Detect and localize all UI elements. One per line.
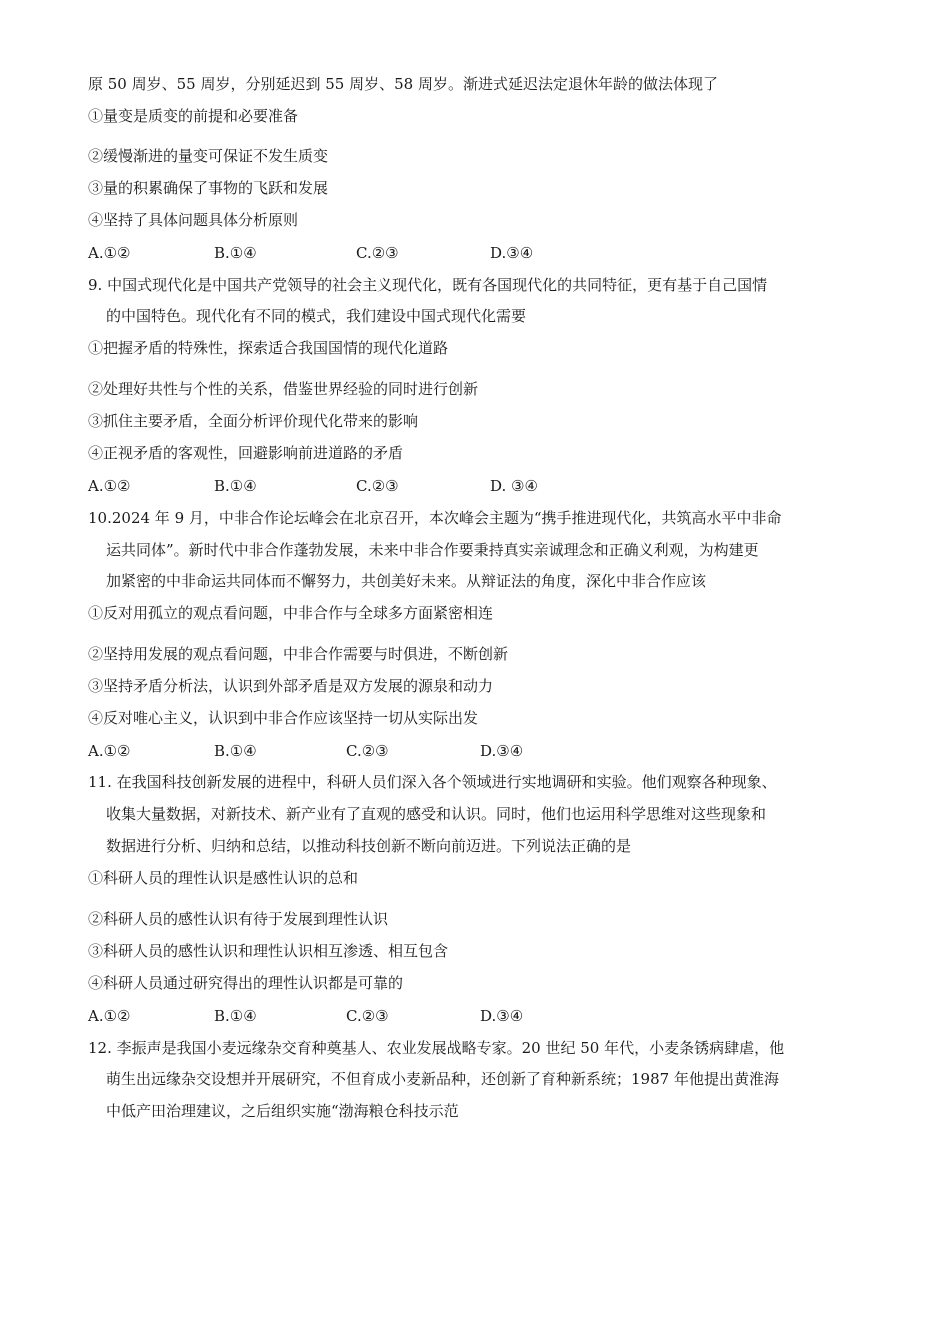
q8-item-3: ③量的积累确保了事物的飞跃和发展 bbox=[88, 179, 329, 197]
q10-choice-a: A.①② bbox=[88, 742, 131, 760]
q9-item-1: ①把握矛盾的特殊性，探索适合我国国情的现代化道路 bbox=[88, 339, 449, 357]
q10-choice-b: B.①④ bbox=[214, 742, 257, 760]
q9-item-4: ④正视矛盾的客观性，回避影响前进道路的矛盾 bbox=[88, 444, 404, 462]
q10-stem-line-3: 加紧密的中非命运共同体而不懈努力，共创美好未来。从辩证法的角度，深化中非合作应该 bbox=[106, 572, 707, 590]
q11-item-3: ③科研人员的感性认识和理性认识相互渗透、相互包含 bbox=[88, 942, 449, 960]
q10-stem-line-1: 10.2024 年 9 月，中非合作论坛峰会在北京召开，本次峰会主题为“携手推进现代化，共筑高水平中非命 bbox=[88, 509, 782, 527]
q11-choice-b: B.①④ bbox=[214, 1007, 257, 1025]
q9-choice-b: B.①④ bbox=[214, 477, 257, 495]
q9-item-2: ②处理好共性与个性的关系，借鉴世界经验的同时进行创新 bbox=[88, 380, 479, 398]
q10-choice-d: D.③④ bbox=[480, 742, 524, 760]
q10-item-3: ③坚持矛盾分析法，认识到外部矛盾是双方发展的源泉和动力 bbox=[88, 677, 494, 695]
q11-item-2: ②科研人员的感性认识有待于发展到理性认识 bbox=[88, 910, 389, 928]
q9-choice-d: D. ③④ bbox=[490, 477, 538, 495]
q11-stem-line-2: 收集大量数据，对新技术、新产业有了直观的感受和认识。同时，他们也运用科学思维对这些现象和 bbox=[106, 805, 767, 823]
q11-stem-line-1: 11. 在我国科技创新发展的进程中，科研人员们深入各个领域进行实地调研和实验。他们观察各种现象、 bbox=[88, 773, 777, 791]
q8-choice-a: A.①② bbox=[88, 244, 131, 262]
q12-stem-line-3: 中低产田治理建议，之后组织实施“渤海粮仓科技示范 bbox=[106, 1102, 459, 1120]
q8-item-4: ④坚持了具体问题具体分析原则 bbox=[88, 211, 299, 229]
q10-item-2: ②坚持用发展的观点看问题，中非合作需要与时俱进，不断创新 bbox=[88, 645, 509, 663]
q10-choice-c: C.②③ bbox=[346, 742, 389, 760]
q8-item-2: ②缓慢渐进的量变可保证不发生质变 bbox=[88, 147, 329, 165]
q11-stem-line-3: 数据进行分析、归纳和总结，以推动科技创新不断向前迈进。下列说法正确的是 bbox=[106, 837, 632, 855]
q12-stem-line-2: 萌生出远缘杂交设想并开展研究，不但育成小麦新品种，还创新了育种新系统；1987 年他提出黄淮海 bbox=[106, 1070, 779, 1088]
q9-stem-line-2: 的中国特色。现代化有不同的模式，我们建设中国式现代化需要 bbox=[106, 307, 527, 325]
q8-stem: 原 50 周岁、55 周岁，分别延迟到 55 周岁、58 周岁。渐进式延迟法定退休年龄的做法体现了 bbox=[88, 75, 718, 93]
q8-item-1: ①量变是质变的前提和必要准备 bbox=[88, 107, 299, 125]
q9-item-3: ③抓住主要矛盾，全面分析评价现代化带来的影响 bbox=[88, 412, 419, 430]
q8-choice-b: B.①④ bbox=[214, 244, 257, 262]
q9-choice-a: A.①② bbox=[88, 477, 131, 495]
q8-choice-d: D.③④ bbox=[490, 244, 534, 262]
q11-choice-d: D.③④ bbox=[480, 1007, 524, 1025]
q10-item-1: ①反对用孤立的观点看问题，中非合作与全球多方面紧密相连 bbox=[88, 604, 494, 622]
q10-item-4: ④反对唯心主义，认识到中非合作应该坚持一切从实际出发 bbox=[88, 709, 479, 727]
q9-stem-line-1: 9. 中国式现代化是中国共产党领导的社会主义现代化，既有各国现代化的共同特征，更有基于自己国情 bbox=[88, 276, 768, 294]
q8-choice-c: C.②③ bbox=[356, 244, 399, 262]
q9-choice-c: C.②③ bbox=[356, 477, 399, 495]
q11-item-4: ④科研人员通过研究得出的理性认识都是可靠的 bbox=[88, 974, 404, 992]
q11-choice-a: A.①② bbox=[88, 1007, 131, 1025]
q11-choice-c: C.②③ bbox=[346, 1007, 389, 1025]
q12-stem-line-1: 12. 李振声是我国小麦远缘杂交育种奠基人、农业发展战略专家。20 世纪 50 年代，小麦条锈病肆虐，他 bbox=[88, 1039, 785, 1057]
q10-stem-line-2: 运共同体”。新时代中非合作蓬勃发展，未来中非合作要秉持真实亲诚理念和正确义利观，为构建更 bbox=[106, 541, 759, 559]
q11-item-1: ①科研人员的理性认识是感性认识的总和 bbox=[88, 869, 359, 887]
